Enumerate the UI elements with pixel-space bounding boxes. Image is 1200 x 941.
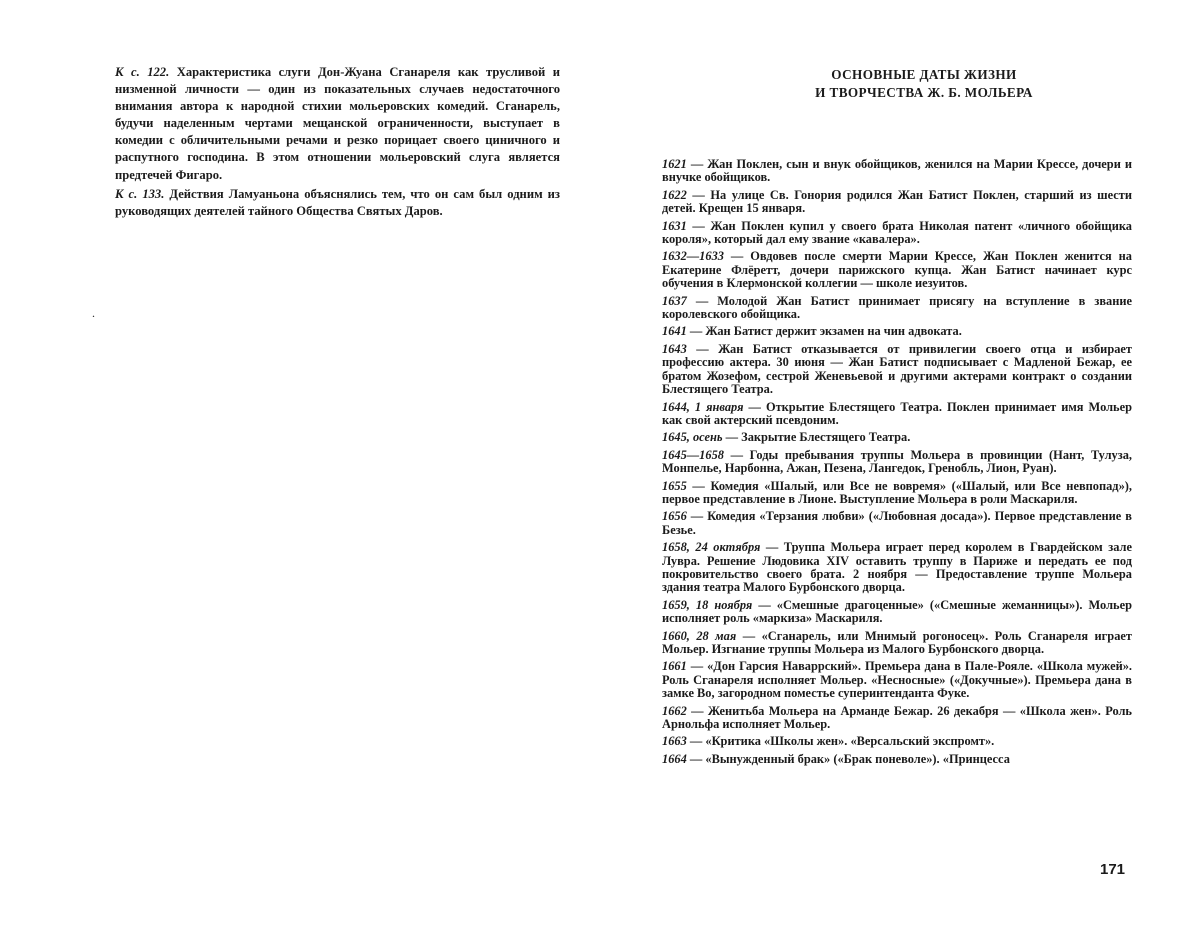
entry-date: 1637 bbox=[662, 293, 687, 308]
entry-text: — «Сганарель, или Мнимый рогоносец». Роль Сганареля играет Мольер. Изгнание труппы Мольера из Малого Бурбонского дворца. bbox=[662, 628, 1132, 656]
chronology-entry bbox=[662, 220, 1132, 247]
entry-date: 1656 bbox=[662, 509, 687, 524]
entry-date: 1658, 24 октября bbox=[662, 540, 761, 555]
entry-date: 1631 bbox=[662, 218, 687, 233]
entry-date: 1632—1633 bbox=[662, 249, 724, 264]
chronology-entry bbox=[662, 753, 1132, 766]
chronology-entry bbox=[662, 295, 1132, 322]
entry-text: — «Критика «Школы жен». «Версальский экспромт». bbox=[689, 734, 995, 749]
entry-date: 1662 bbox=[662, 703, 687, 718]
note-p122 bbox=[115, 64, 560, 184]
chronology-entry bbox=[662, 660, 1132, 700]
chronology-entry bbox=[662, 325, 1132, 338]
entry-date: 1643 bbox=[662, 341, 687, 356]
note-p133 bbox=[115, 186, 560, 220]
entry-date: 1655 bbox=[662, 478, 687, 493]
entry-text: — «Смешные драгоценные» («Смешные жеманницы»). Мольер исполняет роль «маркиза» Маскариля. bbox=[662, 597, 1132, 626]
chronology-entry bbox=[662, 250, 1132, 290]
entry-text: — Жан Поклен, сын и внук обойщиков, женился на Марии Крессе, дочери и внучке обойщиков. bbox=[662, 157, 1132, 185]
entry-date: 1645, осень bbox=[662, 430, 723, 445]
entry-text: — Овдовев после смерти Марии Крессе, Жан Поклен женится на Екатерине Флёретт, дочери парижского купца. Жан Батист начинает курс обучения в Клермонской коллегии — школе иезуитов. bbox=[662, 249, 1132, 291]
chronology-entry bbox=[662, 401, 1132, 428]
entry-text: — Молодой Жан Батист принимает присягу на вступление в звание королевского обойщика. bbox=[662, 293, 1132, 322]
heading-line-1: ОСНОВНЫЕ ДАТЫ ЖИЗНИ bbox=[831, 67, 1017, 82]
entry-date: 1659, 18 ноября bbox=[662, 597, 753, 612]
chronology-heading bbox=[724, 66, 1124, 102]
entry-date: 1645—1658 bbox=[662, 447, 724, 462]
entry-text: — Жан Батист отказывается от привилегии своего отца и избирает профессию актера. 30 июня — Жан Батист подписывает с Мадленой Бежар, ее братом Жозефом, сестрой Женевьевой и другими актерами контракт о создании Блестящего Театра. bbox=[662, 341, 1132, 397]
entry-date: 1663 bbox=[662, 734, 687, 749]
chronology-entry bbox=[662, 510, 1132, 537]
entry-text: — «Дон Гарсия Наваррский». Премьера дана в Пале-Рояле. «Школа мужей». Роль Сганареля исполняет Мольер. «Несносные» («Докучные»). Премьера дана в замке Во, загородном поместье суперинтенданта Фуке. bbox=[662, 659, 1132, 701]
chronology-entry bbox=[662, 705, 1132, 732]
page-number: 171 bbox=[1100, 861, 1126, 878]
entry-date: 1644, 1 января bbox=[662, 399, 744, 414]
note-text: Действия Ламуаньона объяснялись тем, что он сам был одним из руководящих деятелей тайного Общества Святых Даров. bbox=[115, 186, 560, 218]
entry-date: 1664 bbox=[662, 751, 687, 766]
entry-text: — Комедия «Терзания любви» («Любовная досада»). Первое представление в Безье. bbox=[662, 509, 1132, 537]
entry-text: — Жан Батист держит экзамен на чин адвоката. bbox=[689, 324, 962, 339]
heading-line-2: И ТВОРЧЕСТВА Ж. Б. МОЛЬЕРА bbox=[815, 85, 1033, 100]
entry-text: — На улице Св. Гонория родился Жан Батист Поклен, старший из шести детей. Крещен 15 января. bbox=[662, 187, 1132, 216]
entry-text: — Открытие Блестящего Театра. Поклен принимает имя Мольер как свой актерский псевдоним. bbox=[662, 399, 1133, 427]
entry-date: 1660, 28 мая bbox=[662, 628, 737, 643]
chronology-entry bbox=[662, 449, 1132, 476]
note-text: Характеристика слуги Дон-Жуана Сганареля как трусливой и низменной личности — один из показательных случаев недостаточного внимания автора к народной стихии мольеровских комедий. Сганарель, будучи наделенным чертами мещанской ограниченности, выступает в комедии с обличительными речами и резко порицает своего циничного и распутного господина. В этом отношении мольеровский слуга является предтечей Фигаро. bbox=[115, 65, 560, 182]
commentary-notes bbox=[115, 64, 560, 222]
chronology-entry bbox=[662, 158, 1132, 185]
entry-text: — Жан Поклен купил у своего брата Николая патент «личного обойщика короля», который дал ему звание «кавалера». bbox=[662, 218, 1132, 247]
stray-mark: . bbox=[92, 306, 95, 320]
chronology-entry bbox=[662, 541, 1132, 595]
chronology-entry bbox=[662, 735, 1132, 748]
entry-text: — Труппа Мольера играет перед королем в Гвардейском зале Лувра. Решение Людовика XIV оставить труппу в Париже и передать ее под покровительство своего брата. 2 ноября — Предоставление труппе Мольера здания театра Малого Бурбонского дворца. bbox=[662, 540, 1132, 595]
entry-text: — Годы пребывания труппы Мольера в провинции (Нант, Тулуза, Монпелье, Нарбонна, Ажан, Пезена, Лангедок, Гренобль, Лион, Руан). bbox=[662, 447, 1132, 476]
chronology-entry bbox=[662, 431, 1132, 444]
entry-text: — Закрытие Блестящего Театра. bbox=[725, 430, 911, 445]
entry-text: — «Вынужденный брак» («Брак поневоле»). «Принцесса bbox=[689, 751, 1010, 766]
entry-date: 1621 bbox=[662, 157, 687, 171]
entry-date: 1641 bbox=[662, 324, 687, 339]
chronology-entry bbox=[662, 630, 1132, 657]
chronology-entry bbox=[662, 480, 1132, 507]
note-reference: К с. 133. bbox=[115, 186, 165, 201]
note-reference: К с. 122. bbox=[115, 65, 170, 79]
chronology-list bbox=[662, 158, 1132, 770]
chronology-entry bbox=[662, 599, 1132, 626]
entry-text: — Комедия «Шалый, или Все не вовремя» («Шалый, или Все невпопад»), первое представление в Лионе. Выступление Мольера в роли Маскариля. bbox=[662, 478, 1132, 506]
chronology-entry bbox=[662, 343, 1132, 397]
entry-date: 1661 bbox=[662, 659, 687, 674]
entry-text: — Женитьба Мольера на Арманде Бежар. 26 декабря — «Школа жен». Роль Арнольфа исполняет Мольер. bbox=[662, 703, 1132, 732]
entry-date: 1622 bbox=[662, 187, 687, 202]
chronology-entry bbox=[662, 189, 1132, 216]
